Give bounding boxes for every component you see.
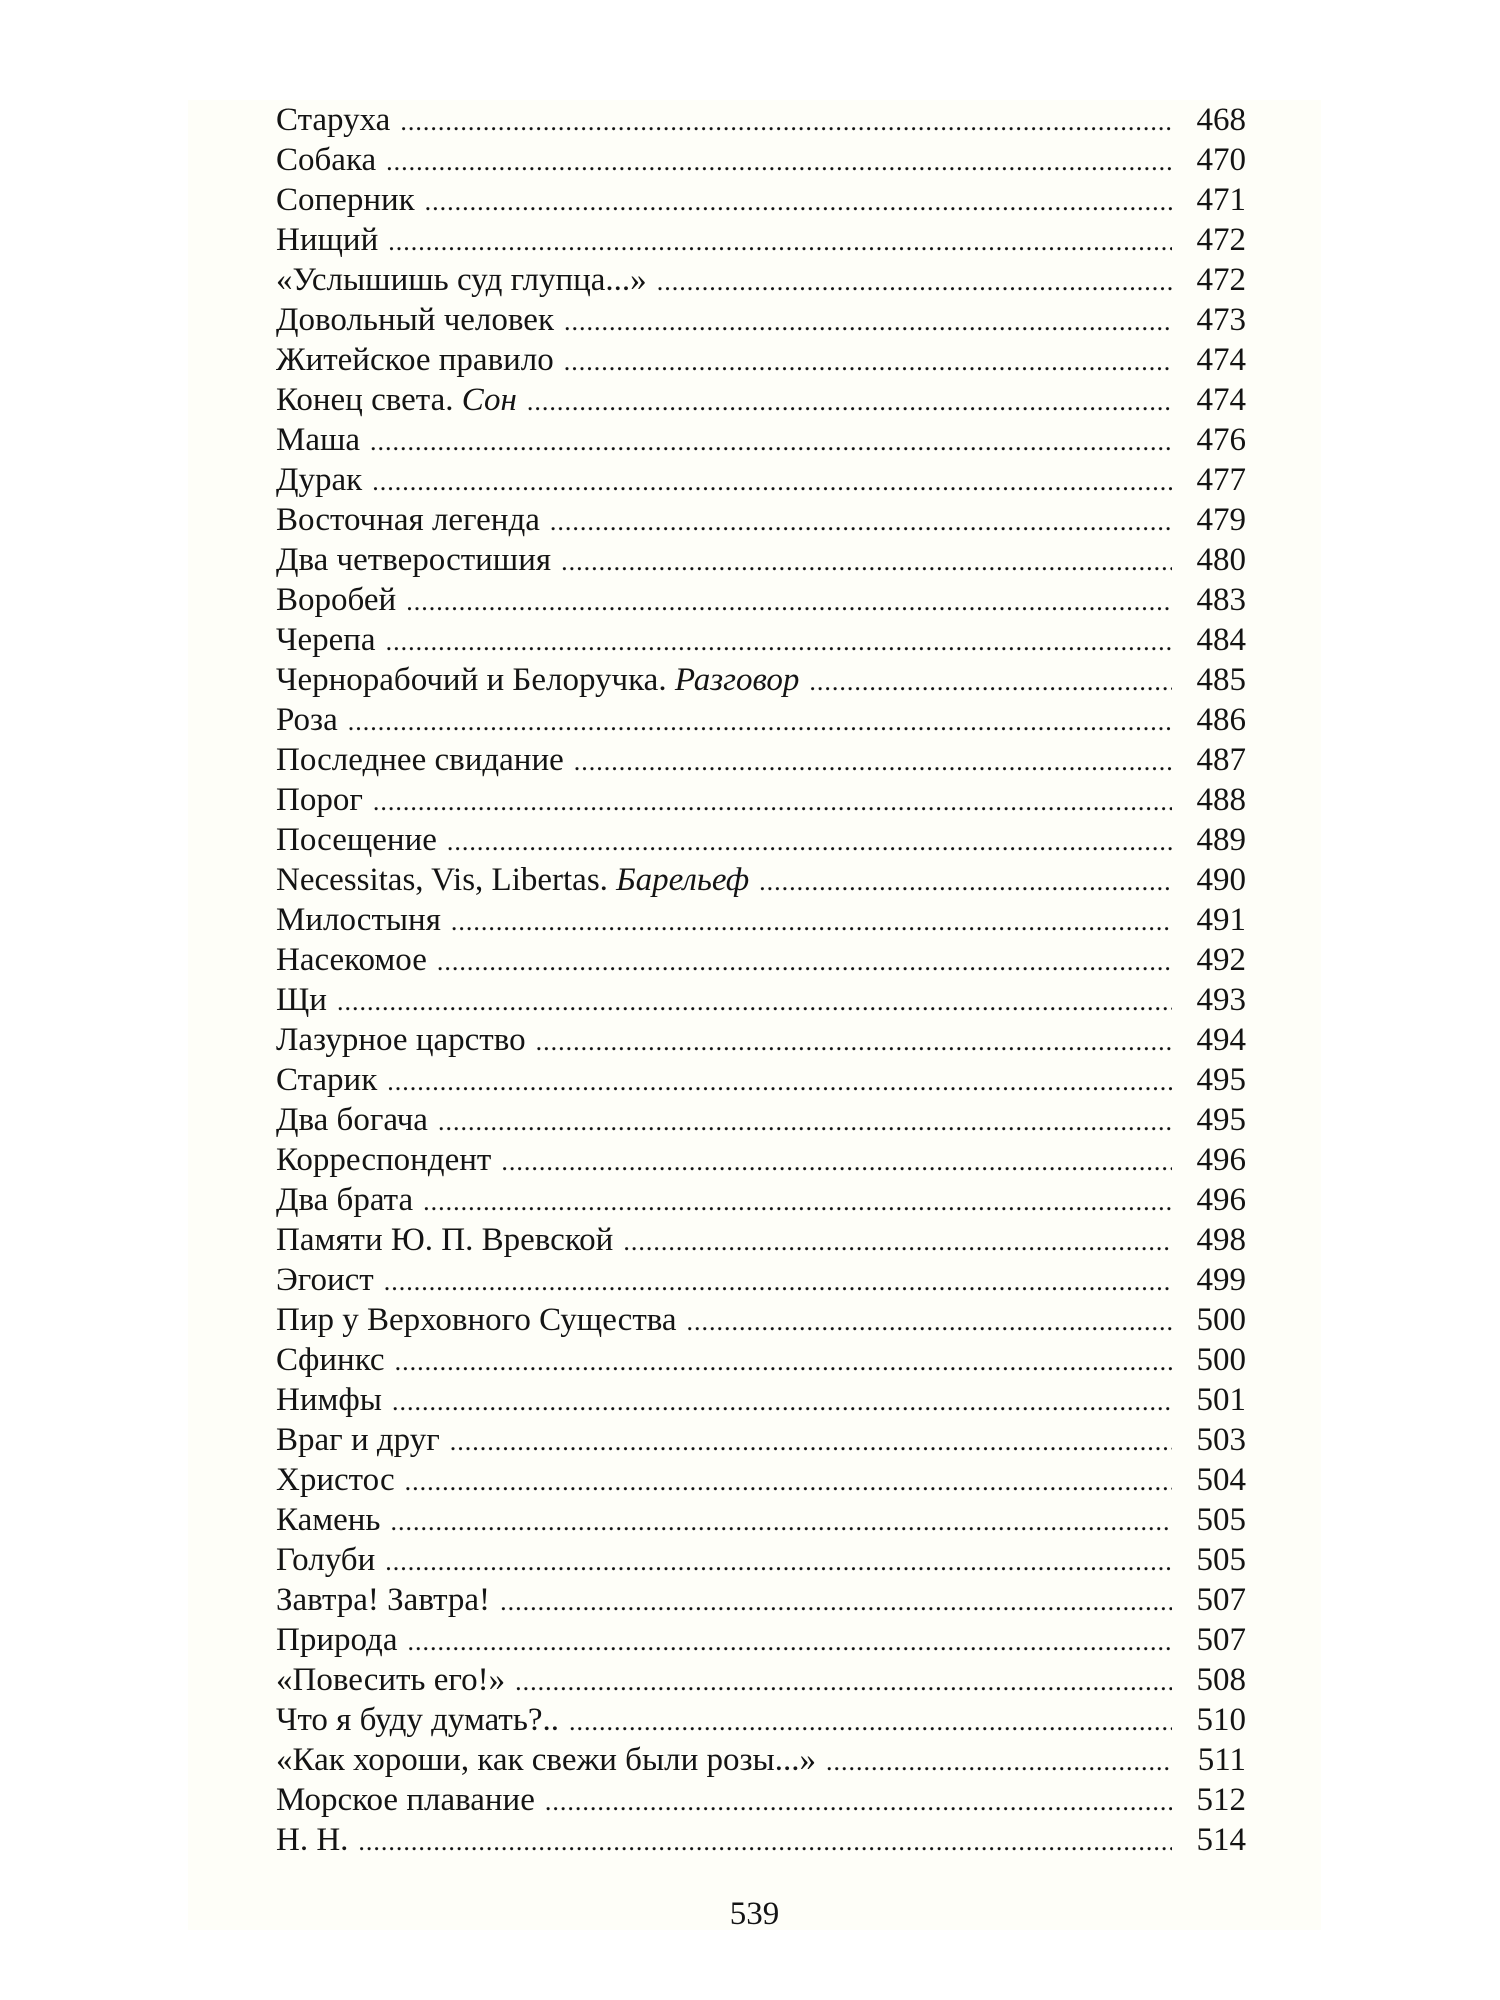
entry-title [276, 500, 540, 540]
toc-entry [276, 1540, 1246, 1580]
entry-title-text: «Услышишь суд глупца...» [276, 262, 647, 298]
entry-page-number: 508 [1196, 1662, 1246, 1698]
entry-title [276, 980, 327, 1020]
dot-leader [385, 1542, 1172, 1582]
dot-leader [372, 462, 1172, 502]
dot-leader [437, 942, 1172, 982]
entry-title-text: Два брата [276, 1182, 414, 1218]
toc-entry [276, 180, 1246, 220]
entry-title-text: Восточная легенда [276, 502, 540, 538]
dot-leader [550, 502, 1172, 542]
toc-entry [276, 1300, 1246, 1340]
entry-title [276, 420, 360, 460]
toc-entry [276, 1220, 1246, 1260]
entry-page-number: 510 [1196, 1702, 1246, 1738]
toc-entry [276, 220, 1246, 260]
entry-title-text: Милостыня [276, 902, 441, 938]
entry-title-text: Чернорабочий и Белоручка. [276, 662, 667, 698]
entry-title [276, 1140, 491, 1180]
entry-title-text: Нищий [276, 222, 379, 258]
entry-title-text: Завтра! Завтра! [276, 1582, 491, 1618]
entry-page-number: 476 [1196, 422, 1246, 458]
entry-title [276, 180, 415, 220]
entry-title [276, 1340, 385, 1380]
entry-title [276, 300, 554, 340]
entry-page-number: 490 [1196, 862, 1246, 898]
entry-title [276, 260, 647, 300]
entry-page-number: 489 [1196, 822, 1246, 858]
entry-title [276, 900, 441, 940]
toc-entry [276, 1100, 1246, 1140]
entry-title [276, 580, 396, 620]
toc-entry [276, 580, 1246, 620]
entry-title-text: Довольный человек [276, 302, 554, 338]
entry-title-text: Последнее свидание [276, 742, 564, 778]
dot-leader [386, 622, 1172, 662]
entry-title-text: Пир у Верховного Существа [276, 1302, 677, 1338]
entry-title-text: Морское плавание [276, 1782, 535, 1818]
toc-entry [276, 1140, 1246, 1180]
entry-title [276, 460, 362, 500]
entry-title [276, 540, 551, 580]
entry-title [276, 1300, 677, 1340]
toc-entry [276, 460, 1246, 500]
entry-page-number: 495 [1196, 1062, 1246, 1098]
entry-title [276, 1780, 535, 1820]
entry-title-text: Два четверостишия [276, 542, 552, 578]
entry-title-text: Что я буду думать?.. [276, 1702, 560, 1738]
toc-entry [276, 1780, 1246, 1820]
toc-entry [276, 860, 1246, 900]
dot-leader [545, 1782, 1172, 1822]
entry-title [276, 860, 749, 900]
entry-title [276, 700, 338, 740]
entry-title [276, 940, 427, 980]
entry-page-number: 496 [1196, 1182, 1246, 1218]
dot-leader [759, 862, 1172, 902]
entry-page-number: 471 [1196, 182, 1246, 218]
dot-leader [373, 782, 1172, 822]
entry-title [276, 620, 376, 660]
entry-title-text: Маша [276, 422, 361, 458]
entry-title [276, 1180, 413, 1220]
entry-title [276, 1220, 613, 1260]
dot-leader [400, 102, 1172, 142]
entry-title-text: «Как хороши, как свежи были розы...» [276, 1742, 816, 1778]
dot-leader [569, 1702, 1172, 1742]
entry-title-text: Щи [276, 982, 327, 1018]
entry-title-text: Эгоист [276, 1262, 374, 1298]
entry-page-number: 507 [1196, 1622, 1246, 1658]
dot-leader [406, 582, 1172, 622]
entry-page-number: 503 [1196, 1422, 1246, 1458]
toc-entry [276, 1580, 1246, 1620]
dot-leader [386, 142, 1172, 182]
toc-entry [276, 620, 1246, 660]
dot-leader [515, 1662, 1172, 1702]
entry-title-text: Воробей [276, 582, 397, 618]
entry-page-number: 499 [1196, 1262, 1246, 1298]
entry-page-number: 504 [1196, 1462, 1246, 1498]
entry-title-text: Сфинкс [276, 1342, 385, 1378]
entry-page-number: 473 [1196, 302, 1246, 338]
entry-title [276, 820, 437, 860]
entry-title [276, 1020, 526, 1060]
dot-leader [438, 1102, 1172, 1142]
toc-entry [276, 1820, 1246, 1860]
toc-entry [276, 140, 1246, 180]
entry-title [276, 1060, 377, 1100]
entry-page-number: 505 [1196, 1542, 1246, 1578]
entry-page-number: 474 [1196, 342, 1246, 378]
entry-page-number: 501 [1196, 1382, 1246, 1418]
entry-title [276, 380, 517, 420]
toc-entry [276, 1700, 1246, 1740]
entry-title [276, 1100, 428, 1140]
dot-leader [564, 342, 1172, 382]
toc-entry [276, 780, 1246, 820]
entry-title-text: Роза [276, 702, 338, 738]
entry-title [276, 1820, 348, 1860]
toc-entry [276, 1340, 1246, 1380]
toc-entry [276, 340, 1246, 380]
dot-leader [423, 1182, 1172, 1222]
dot-leader [451, 902, 1172, 942]
dot-leader [392, 1382, 1172, 1422]
toc-entry [276, 660, 1246, 700]
entry-page-number: 511 [1197, 1742, 1246, 1778]
entry-title-text: Голуби [276, 1542, 376, 1578]
entry-page-number: 512 [1196, 1782, 1246, 1818]
entry-page-number: 474 [1196, 382, 1246, 418]
dot-leader [527, 382, 1172, 422]
entry-title-text: Нимфы [276, 1382, 382, 1418]
toc-entry [276, 100, 1246, 140]
dot-leader [370, 422, 1172, 462]
entry-page-number: 491 [1196, 902, 1246, 938]
entry-title-text: Дурак [276, 462, 363, 498]
dot-leader [574, 742, 1172, 782]
toc-entry [276, 1620, 1246, 1660]
dot-leader [687, 1302, 1172, 1342]
entry-page-number: 500 [1196, 1302, 1246, 1338]
toc-entry [276, 740, 1246, 780]
toc-entry [276, 900, 1246, 940]
entry-title [276, 660, 799, 700]
entry-title-text: Черепа [276, 622, 376, 658]
dot-leader [500, 1582, 1172, 1622]
entry-title-text: Собака [276, 142, 377, 178]
entry-title [276, 1660, 505, 1700]
dot-leader [425, 182, 1172, 222]
entry-title-text: Старик [276, 1062, 378, 1098]
entry-page-number: 472 [1196, 222, 1246, 258]
toc-entry [276, 1740, 1246, 1780]
dot-leader [657, 262, 1172, 302]
entry-title [276, 1620, 397, 1660]
dot-leader [388, 222, 1172, 262]
entry-page-number: 514 [1196, 1822, 1246, 1858]
entry-page-number: 479 [1196, 502, 1246, 538]
entry-title [276, 220, 378, 260]
toc-entry [276, 420, 1246, 460]
entry-title [276, 340, 554, 380]
dot-leader [337, 982, 1172, 1022]
toc-entry [276, 1420, 1246, 1460]
entry-title-text: Конец света. [276, 382, 454, 418]
entry-page-number: 484 [1196, 622, 1246, 658]
entry-title-text: Житейское правило [276, 342, 554, 378]
entry-page-number: 493 [1196, 982, 1246, 1018]
dot-leader [447, 822, 1172, 862]
entry-title-text: Порог [276, 782, 363, 818]
toc-entry [276, 500, 1246, 540]
entry-title-text: Памяти Ю. П. Вревской [276, 1222, 614, 1258]
dot-leader [387, 1062, 1172, 1102]
toc-entry [276, 380, 1246, 420]
toc-entry [276, 260, 1246, 300]
entry-page-number: 492 [1196, 942, 1246, 978]
dot-leader [501, 1142, 1172, 1182]
entry-title [276, 1700, 559, 1740]
book-page [188, 100, 1321, 1930]
entry-page-number: 488 [1196, 782, 1246, 818]
dot-leader [826, 1742, 1172, 1782]
dot-leader [536, 1022, 1172, 1062]
entry-page-number: 494 [1196, 1022, 1246, 1058]
dot-leader [384, 1262, 1172, 1302]
entry-title-text: Посещение [276, 822, 437, 858]
entry-title [276, 1500, 380, 1540]
entry-title-text: Necessitas, Vis, Libertas. [276, 862, 608, 898]
entry-page-number: 507 [1196, 1582, 1246, 1618]
dot-leader [390, 1502, 1172, 1542]
entry-page-number: 485 [1196, 662, 1246, 698]
toc-entry [276, 1180, 1246, 1220]
entry-title-text: Н. Н. [276, 1822, 349, 1858]
dot-leader [809, 662, 1172, 702]
entry-title [276, 1580, 490, 1620]
toc-entry [276, 300, 1246, 340]
entry-page-number: 470 [1196, 142, 1246, 178]
entry-title [276, 1740, 816, 1780]
entry-title-text: Два богача [276, 1102, 428, 1138]
entry-title [276, 1460, 395, 1500]
toc-entry [276, 940, 1246, 980]
table-of-contents [276, 100, 1246, 1860]
entry-title [276, 100, 390, 140]
toc-entry [276, 820, 1246, 860]
dot-leader [623, 1222, 1172, 1262]
entry-title-text: Корреспондент [276, 1142, 492, 1178]
entry-page-number: 500 [1196, 1342, 1246, 1378]
dot-leader [561, 542, 1172, 582]
entry-title-text: Христос [276, 1462, 395, 1498]
entry-title [276, 1260, 374, 1300]
entry-title [276, 740, 564, 780]
entry-page-number: 486 [1196, 702, 1246, 738]
page-number: 539 [729, 1896, 780, 1932]
entry-page-number: 472 [1196, 262, 1246, 298]
toc-entry [276, 700, 1246, 740]
entry-title-text: Враг и друг [276, 1422, 440, 1458]
entry-title [276, 1420, 440, 1460]
entry-page-number: 487 [1196, 742, 1246, 778]
toc-entry [276, 1260, 1246, 1300]
dot-leader [348, 702, 1172, 742]
dot-leader [407, 1622, 1172, 1662]
toc-entry [276, 1020, 1246, 1060]
entry-page-number: 498 [1196, 1222, 1246, 1258]
toc-entry [276, 540, 1246, 580]
entry-title [276, 780, 363, 820]
dot-leader [405, 1462, 1172, 1502]
dot-leader [395, 1342, 1172, 1382]
entry-title-text: Лазурное царство [276, 1022, 526, 1058]
entry-title-text: Соперник [276, 182, 415, 218]
toc-entry [276, 1500, 1246, 1540]
entry-page-number: 480 [1196, 542, 1246, 578]
dot-leader [358, 1822, 1172, 1862]
entry-page-number: 483 [1196, 582, 1246, 618]
entry-title [276, 1380, 382, 1420]
entry-page-number: 496 [1196, 1142, 1246, 1178]
entry-subtitle: Разговор [674, 662, 800, 698]
dot-leader [450, 1422, 1172, 1462]
entry-subtitle: Барельеф [616, 862, 750, 898]
entry-title-text: «Повесить его!» [276, 1662, 506, 1698]
toc-entry [276, 1660, 1246, 1700]
entry-subtitle: Сон [461, 382, 517, 418]
entry-title [276, 140, 376, 180]
entry-title [276, 1540, 375, 1580]
entry-page-number: 468 [1196, 102, 1246, 138]
toc-entry [276, 1460, 1246, 1500]
entry-page-number: 477 [1196, 462, 1246, 498]
entry-title-text: Природа [276, 1622, 398, 1658]
dot-leader [564, 302, 1172, 342]
entry-title-text: Старуха [276, 102, 391, 138]
toc-entry [276, 980, 1246, 1020]
entry-title-text: Камень [276, 1502, 381, 1538]
entry-page-number: 505 [1196, 1502, 1246, 1538]
toc-entry [276, 1060, 1246, 1100]
entry-page-number: 495 [1196, 1102, 1246, 1138]
entry-title-text: Насекомое [276, 942, 427, 978]
toc-entry [276, 1380, 1246, 1420]
